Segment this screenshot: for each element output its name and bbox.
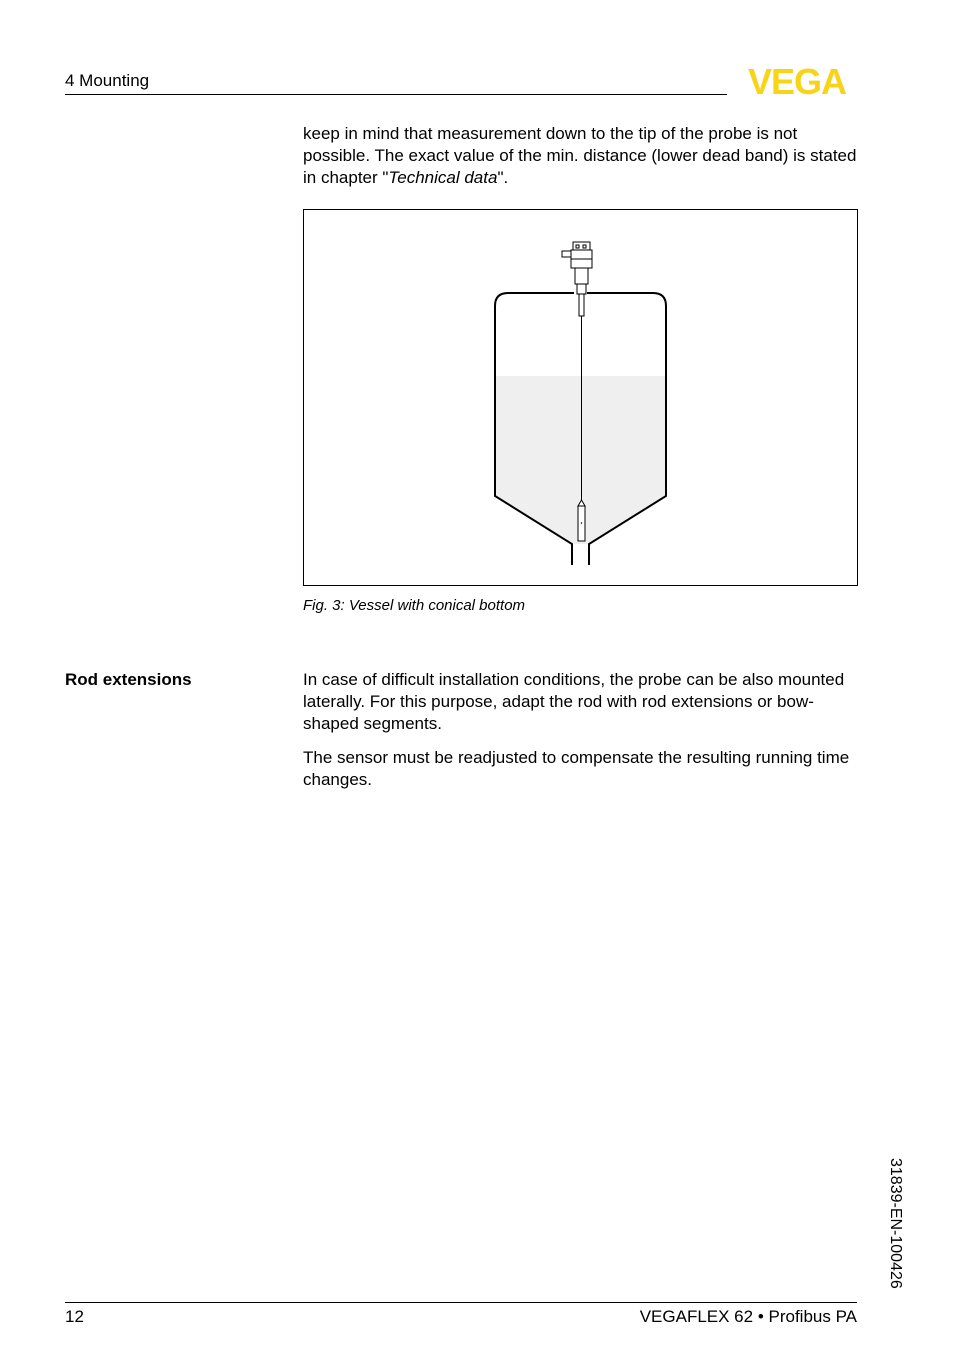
figure-caption: Fig. 3: Vessel with conical bottom	[303, 597, 526, 614]
footer-rule	[65, 1302, 857, 1303]
sensor-head	[562, 242, 592, 316]
page-number: 12	[65, 1307, 84, 1326]
rod-weight-marker	[581, 522, 583, 524]
rod-extensions-heading: Rod extensions	[65, 670, 192, 689]
footer-product-name: VEGAFLEX 62 • Profibus PA	[639, 1307, 857, 1326]
intro-text-after: ".	[497, 168, 509, 187]
rod-extensions-paragraph-1: In case of difficult installation conditions, the probe can be also mounted laterally. For this purpose, adapt the rod with rod extensions or bow-shaped segments.	[303, 670, 845, 733]
vessel-diagram	[304, 210, 857, 585]
vega-logo	[736, 64, 858, 98]
figure-frame	[303, 209, 858, 586]
page-header-title: 4 Mounting	[65, 71, 150, 90]
intro-text-before: keep in mind that measurement down to the tip of the probe is not possible. The exact value of the min. distance (lower dead band) is stated in chapter "	[303, 124, 857, 187]
intro-paragraph	[303, 123, 863, 189]
vega-logo-text: VEGA	[747, 64, 847, 98]
rod-extensions-paragraph-2: The sensor must be readjusted to compensate the resulting running time changes.	[303, 748, 850, 789]
header-rule	[65, 94, 727, 95]
technical-data-reference: Technical data	[388, 168, 498, 187]
document-id: 31839-EN-100426	[887, 1158, 904, 1289]
